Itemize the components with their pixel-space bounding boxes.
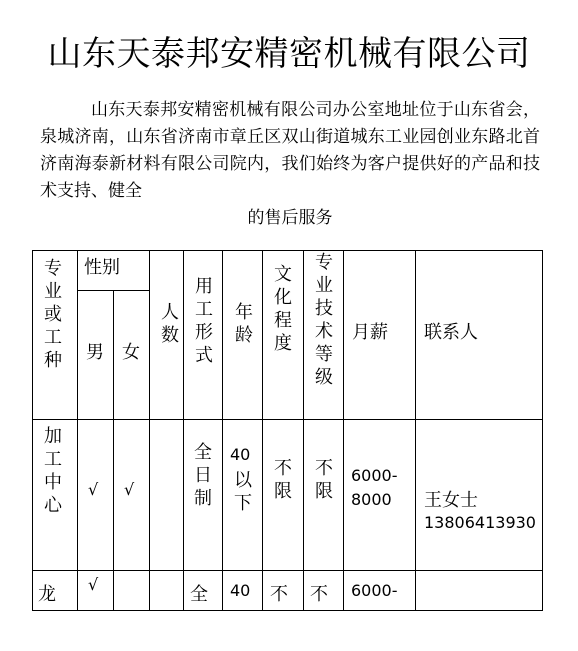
header-salary: 月薪 <box>352 322 388 343</box>
row1-salary-max: 8000 <box>351 490 392 509</box>
page-title: 山东天泰邦安精密机械有限公司 <box>47 34 531 74</box>
row1-female-check: √ <box>124 480 135 499</box>
header-age: 年龄 <box>232 302 253 348</box>
row1-age-range: 以下 <box>231 470 252 516</box>
header-headcount: 人数 <box>158 302 179 348</box>
row2-skill-level: 不 <box>310 584 328 605</box>
row1-employment-type: 全日制 <box>191 442 212 511</box>
row1-contact-phone: 13806413930 <box>424 513 536 532</box>
row2-age: 40 <box>230 581 251 600</box>
row1-contact-name: 王女士 <box>424 490 478 511</box>
header-contact: 联系人 <box>424 322 478 343</box>
row2-salary: 6000- <box>351 581 398 600</box>
row2-specialty: 龙 <box>38 584 56 605</box>
header-male: 男 <box>86 342 104 363</box>
header-gender: 性别 <box>84 257 120 278</box>
row1-education: 不限 <box>271 458 292 504</box>
intro-paragraph-end: 的售后服务 <box>247 208 333 228</box>
header-employment-type: 用工形式 <box>192 276 213 368</box>
header-skill-level: 专业技术等级 <box>312 252 333 390</box>
header-education: 文化程度 <box>271 264 292 356</box>
header-specialty: 专业或工种 <box>41 258 62 373</box>
row2-education: 不 <box>270 584 288 605</box>
row1-male-check: √ <box>88 480 99 499</box>
company-intro <box>40 97 540 232</box>
row1-age-value: 40 <box>230 445 251 464</box>
header-female: 女 <box>122 342 140 363</box>
row2-male-check: √ <box>88 575 99 594</box>
intro-paragraph: 山东天泰邦安精密机械有限公司办公室地址位于山东省会，泉城济南，山东省济南市章丘区双山街道城东工业园创业东路北首济南海泰新材料有限公司院内，我们始终为客户提供好的产品和技术支持、健全 <box>40 100 540 201</box>
row1-salary-min: 6000- <box>351 466 398 485</box>
row1-specialty: 加工中心 <box>41 426 62 518</box>
row1-skill-level: 不限 <box>312 458 333 504</box>
row2-employment-type: 全 <box>190 584 208 605</box>
